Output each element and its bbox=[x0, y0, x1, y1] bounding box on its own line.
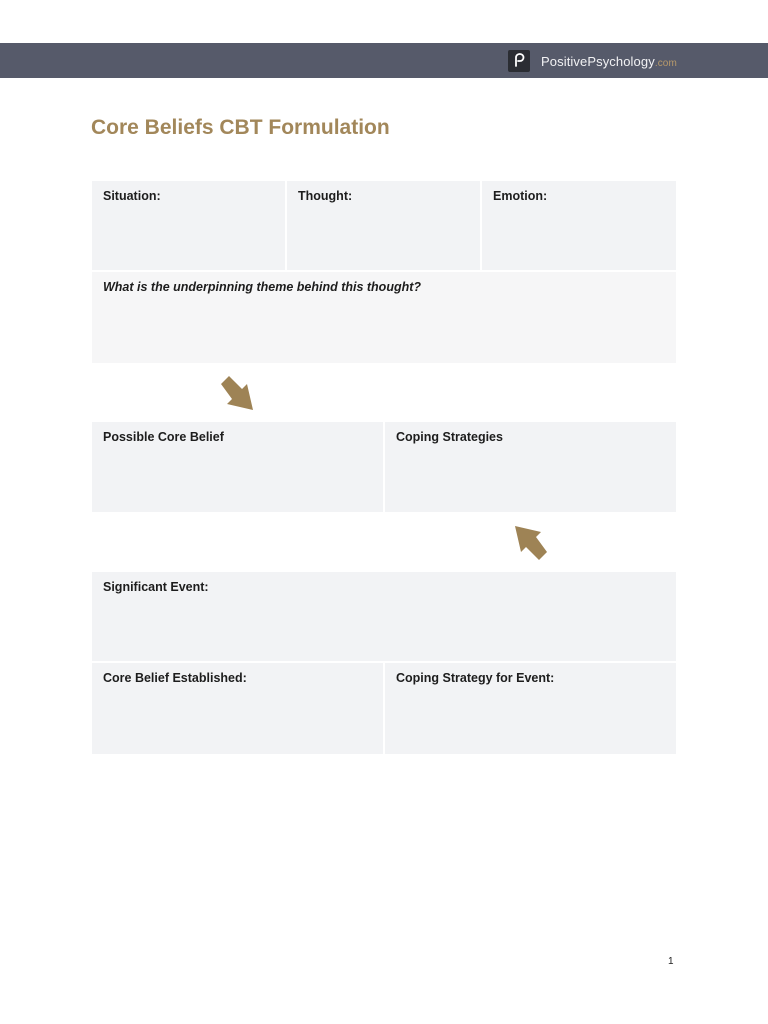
core-belief-label: Possible Core Belief bbox=[103, 430, 224, 444]
significant-event-label: Significant Event: bbox=[103, 580, 209, 594]
page-number: 1 bbox=[668, 956, 674, 967]
theme-box[interactable] bbox=[92, 272, 676, 363]
arrow-down-right-icon bbox=[218, 373, 258, 418]
p-logo-icon bbox=[508, 50, 530, 72]
arrow-up-left-icon bbox=[510, 523, 550, 568]
significant-event-box[interactable] bbox=[92, 572, 676, 661]
theme-question-label: What is the underpinning theme behind this thought? bbox=[103, 280, 422, 294]
brand-name-main: PositivePsychology bbox=[541, 53, 655, 69]
coping-strategy-event-box[interactable] bbox=[385, 663, 676, 754]
brand-name-suffix: .com bbox=[654, 57, 677, 69]
emotion-label: Emotion: bbox=[493, 189, 548, 203]
emotion-box[interactable] bbox=[482, 181, 676, 270]
thought-label: Thought: bbox=[298, 189, 353, 203]
core-belief-established-label: Core Belief Established: bbox=[103, 671, 247, 685]
situation-label: Situation: bbox=[103, 189, 161, 203]
core-belief-established-box[interactable] bbox=[92, 663, 383, 754]
coping-strategy-event-label: Coping Strategy for Event: bbox=[396, 671, 555, 685]
page-title: Core Beliefs CBT Formulation bbox=[91, 116, 390, 139]
header-bar bbox=[0, 43, 768, 78]
core-belief-box[interactable] bbox=[92, 422, 383, 512]
thought-box[interactable] bbox=[287, 181, 480, 270]
brand-name bbox=[541, 54, 677, 69]
situation-box[interactable] bbox=[92, 181, 285, 270]
brand-logo bbox=[508, 50, 677, 72]
coping-strategies-box[interactable] bbox=[385, 422, 676, 512]
coping-strategies-label: Coping Strategies bbox=[396, 430, 503, 444]
